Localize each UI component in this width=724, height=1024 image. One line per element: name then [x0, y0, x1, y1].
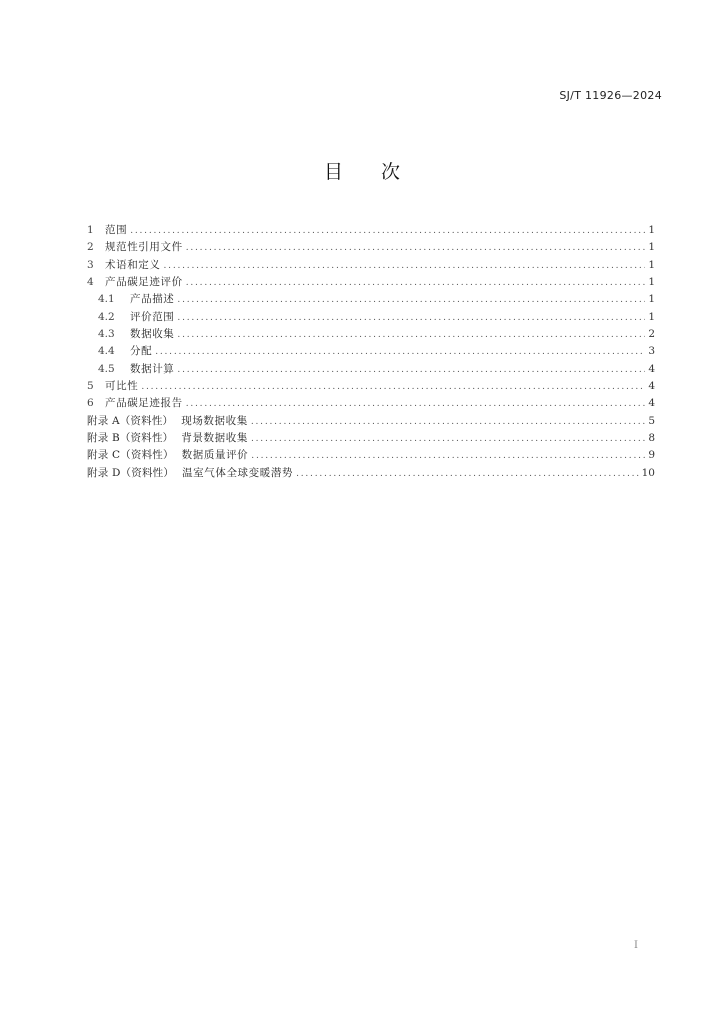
toc-leader-dots: [177, 310, 645, 327]
toc-entry-label: 规范性引用文件: [105, 241, 183, 254]
toc-leader-dots: [141, 379, 645, 396]
toc-appendix-prefix: 附录 D（资料性）: [87, 466, 175, 479]
title-char-1: 目: [323, 161, 343, 183]
toc-entry-number: 6: [87, 397, 94, 410]
document-code: SJ/T 11926—2024: [559, 89, 662, 102]
toc-subentry[interactable]: [87, 291, 655, 308]
toc-entry-page: 1: [648, 241, 655, 254]
toc-entry-number: 5: [87, 380, 94, 393]
toc-entry-label: 温室气体全球变暖潜势: [182, 466, 294, 479]
toc-leader-dots: [186, 240, 645, 257]
toc-entry-page: 1: [648, 293, 655, 306]
toc-leader-dots: [251, 448, 645, 465]
toc-appendix-prefix: 附录 A（资料性）: [87, 414, 174, 427]
toc-entry-label: 背景数据收集: [181, 432, 248, 445]
toc-entry-number: 4.1: [98, 293, 115, 306]
toc-appendix-entry[interactable]: [87, 430, 655, 447]
toc-leader-dots: [251, 431, 645, 448]
toc-entry-label: 数据质量评价: [181, 449, 249, 462]
toc-entry-number: 4: [87, 276, 94, 289]
toc-subentry[interactable]: [87, 361, 655, 378]
toc-appendix-entry[interactable]: [87, 413, 655, 430]
toc-leader-dots: [296, 466, 640, 483]
toc-entry-label: 现场数据收集: [181, 414, 248, 427]
toc-entry-page: 4: [648, 362, 655, 375]
toc-entry-number: 4.5: [98, 362, 115, 375]
toc-entry-page: 8: [648, 432, 655, 445]
toc-subentry[interactable]: [87, 343, 655, 360]
toc-entry[interactable]: [87, 222, 655, 239]
toc-entry-label: 数据计算: [130, 362, 175, 375]
toc-entry-page: 4: [648, 397, 655, 410]
toc-appendix-entry[interactable]: [87, 465, 655, 482]
table-of-contents: [87, 222, 655, 482]
toc-entry-page: 10: [641, 466, 655, 479]
toc-leader-dots: [177, 292, 645, 309]
toc-leader-dots: [177, 327, 645, 344]
toc-entry-page: 1: [648, 258, 655, 271]
toc-entry[interactable]: [87, 274, 655, 291]
toc-entry-number: 1: [87, 224, 94, 236]
toc-entry-number: 3: [87, 258, 94, 271]
toc-entry-page: 5: [648, 414, 655, 427]
toc-leader-dots: [164, 258, 646, 275]
toc-entry-page: 2: [648, 328, 655, 341]
toc-entry-label: 术语和定义: [105, 258, 161, 271]
toc-leader-dots: [155, 344, 645, 361]
toc-leader-dots: [251, 414, 645, 431]
toc-leader-dots: [186, 396, 645, 413]
toc-entry-label: 产品碳足迹报告: [105, 397, 183, 410]
toc-entry-page: 9: [648, 449, 655, 462]
toc-entry-label: 可比性: [105, 380, 139, 393]
toc-entry[interactable]: [87, 378, 655, 395]
toc-entry-label: 数据收集: [130, 328, 175, 341]
toc-entry-number: 4.3: [98, 328, 115, 341]
toc-entry[interactable]: [87, 257, 655, 274]
toc-entry-page: 3: [648, 345, 655, 358]
toc-entry-page: 1: [648, 276, 655, 289]
toc-entry-page: 1: [648, 310, 655, 323]
toc-appendix-prefix: 附录 B（资料性）: [87, 432, 174, 445]
toc-entry-number: 4.2: [98, 310, 115, 323]
toc-entry-label: 产品碳足迹评价: [105, 276, 183, 289]
toc-entry[interactable]: [87, 395, 655, 412]
toc-entry-page: 4: [648, 380, 655, 393]
toc-appendix-prefix: 附录 C（资料性）: [87, 449, 174, 462]
toc-entry[interactable]: [87, 239, 655, 256]
page-number: I: [634, 940, 638, 951]
title-char-2: 次: [381, 161, 401, 183]
toc-entry-number: 4.4: [98, 345, 115, 358]
page-title: [0, 157, 724, 184]
toc-entry-page: 1: [648, 224, 655, 236]
toc-subentry[interactable]: [87, 309, 655, 326]
toc-leader-dots: [130, 223, 645, 240]
toc-subentry[interactable]: [87, 326, 655, 343]
toc-entry-number: 2: [87, 241, 94, 254]
toc-entry-label: 分配: [130, 345, 153, 358]
toc-entry-label: 评价范围: [130, 310, 175, 323]
toc-leader-dots: [186, 275, 645, 292]
toc-entry-label: 范围: [105, 224, 128, 236]
toc-appendix-entry[interactable]: [87, 447, 655, 464]
toc-entry-label: 产品描述: [130, 293, 175, 306]
toc-leader-dots: [177, 362, 645, 379]
